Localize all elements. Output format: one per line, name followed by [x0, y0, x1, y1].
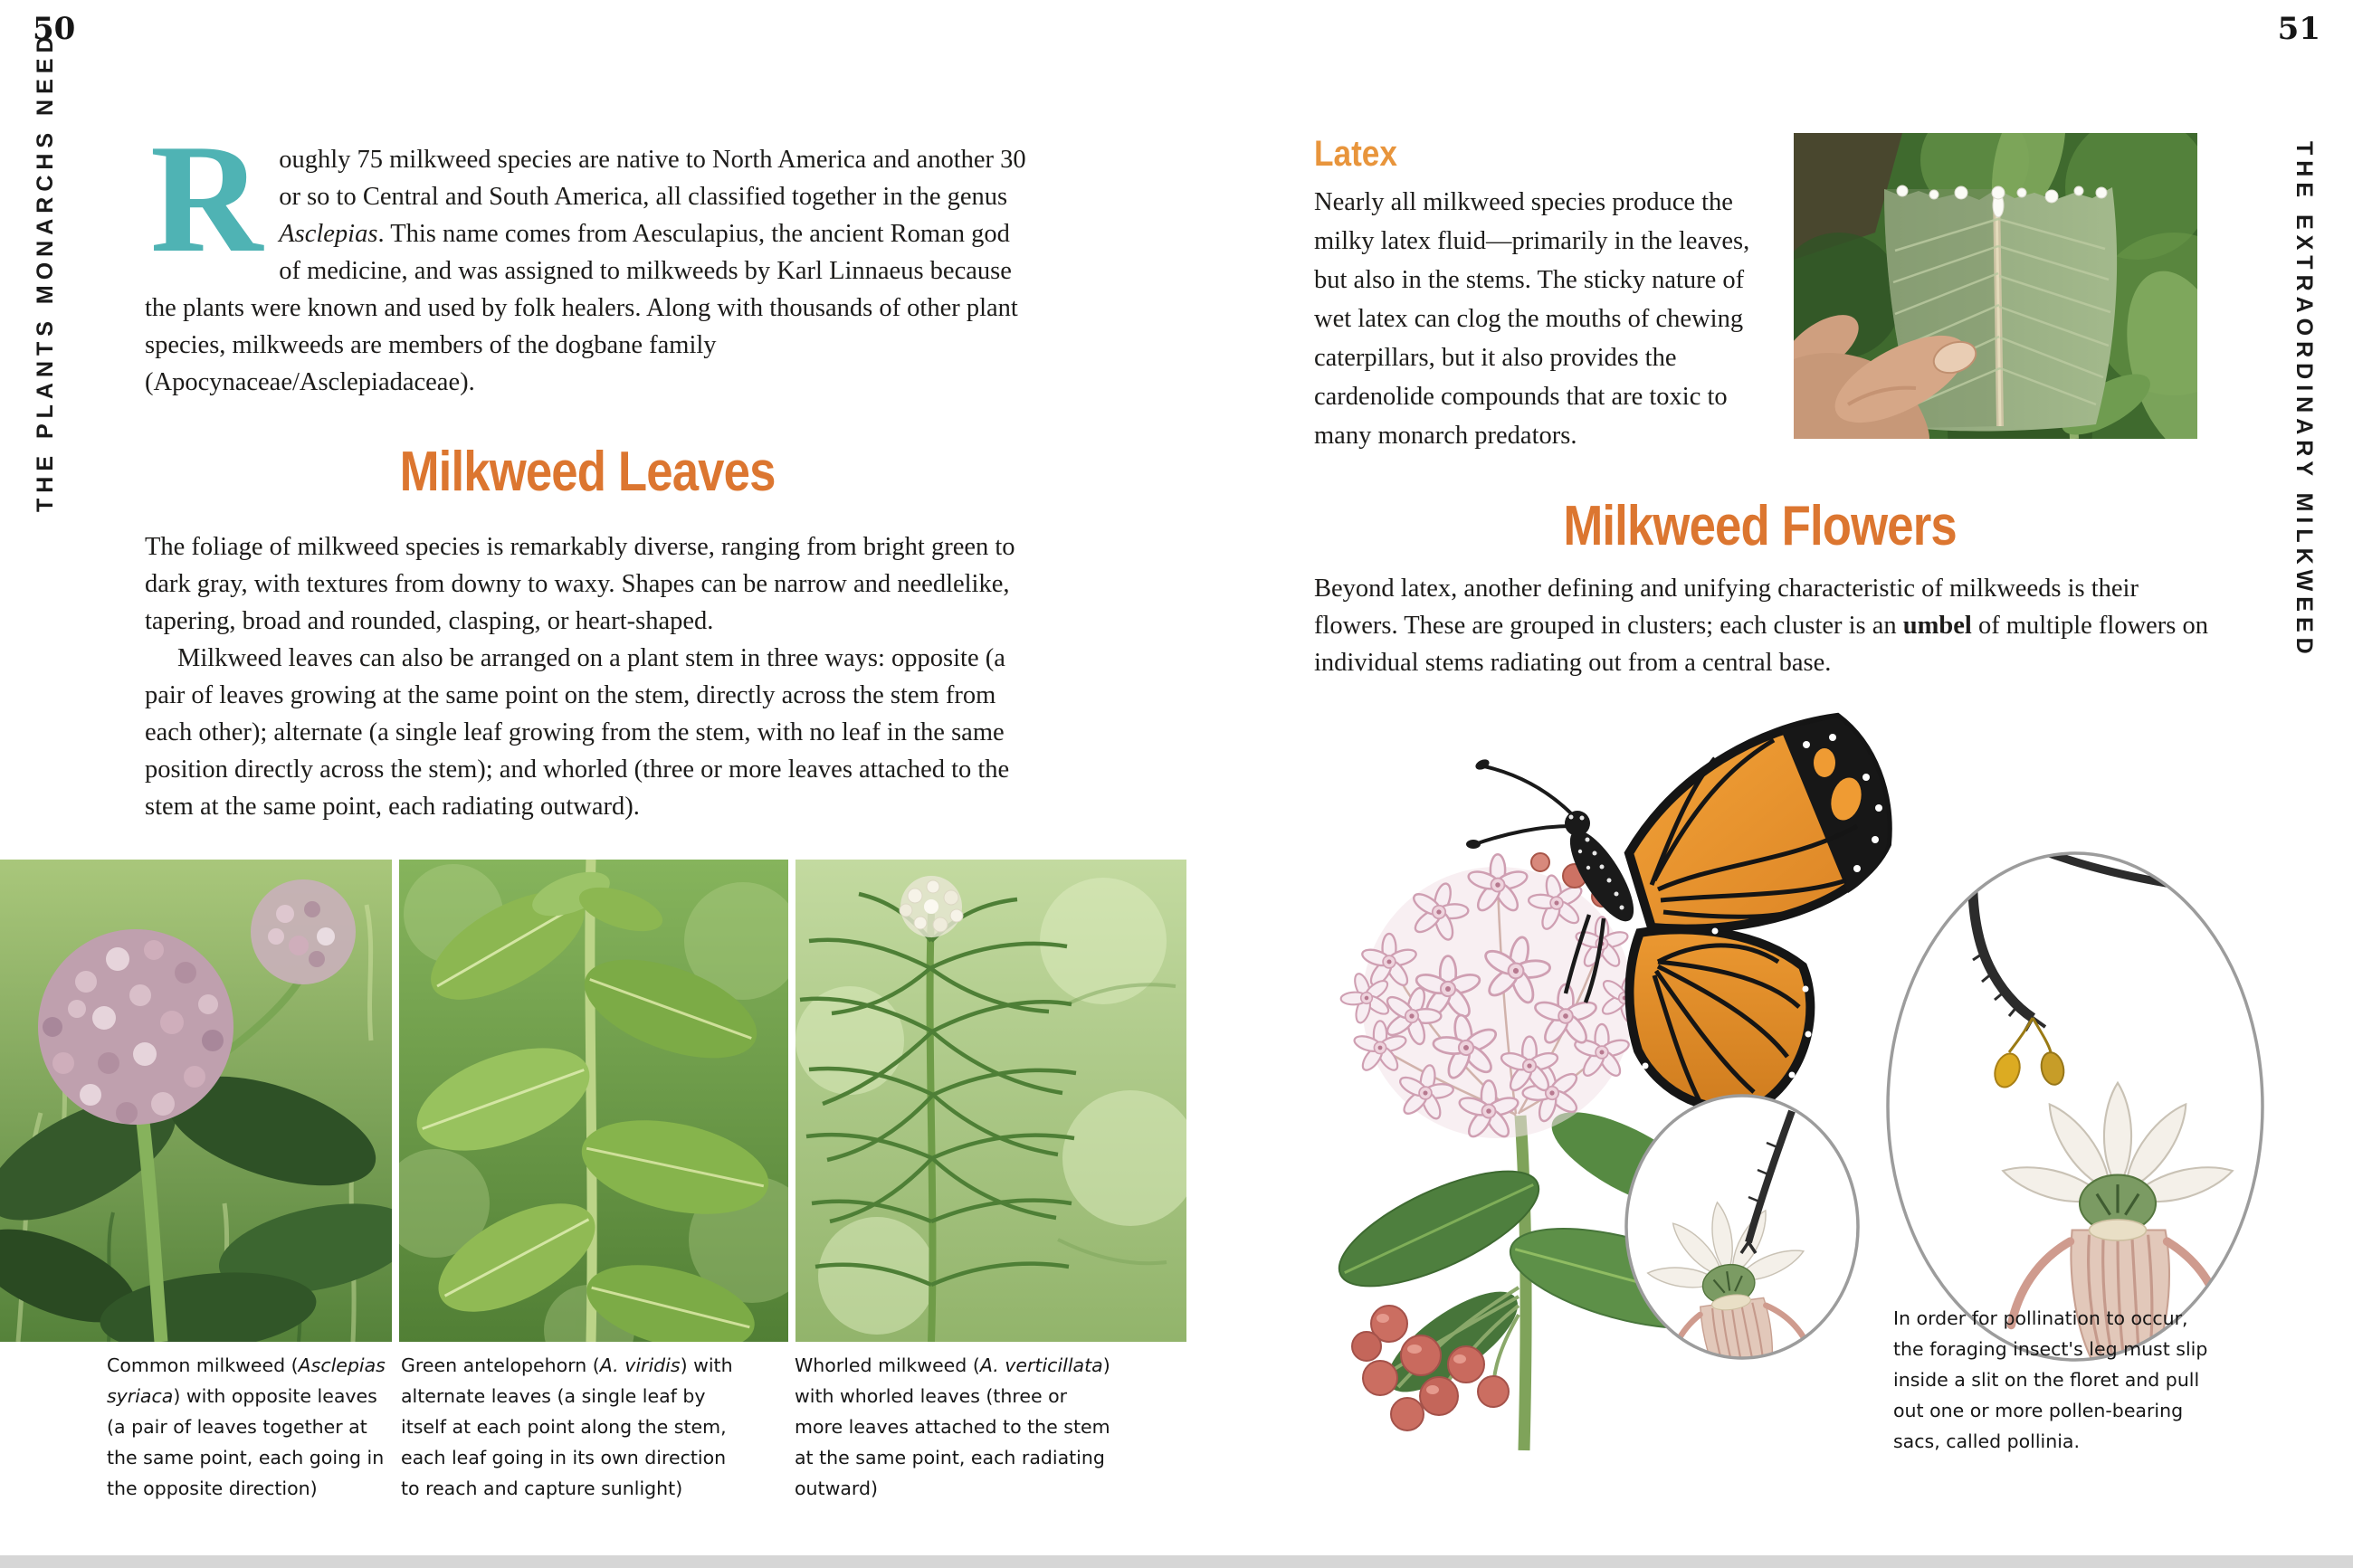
stem — [590, 860, 592, 1342]
leaves-paragraph-1: The foliage of milkweed species is remarkably diverse, ranging from bright green to dark gray, with textures from downy to waxy. Shapes can be narrow and needlelike, tapering, broad and rounded, clasping, or heart-shaped. — [145, 533, 1015, 635]
pollination-caption: In order for pollination to occur, the foraging insect's leg must slip inside a slit on the floret and pull out one or more pollen-bearing sacs, called pollinia. — [1893, 1307, 2208, 1452]
caption-green-antelopehorn: Green antelopehorn (A. viridis) with alternate leaves (a single leaf by itself at each point along the stem, each leaf going in its own direction to reach and capture sunlight) — [401, 1354, 733, 1499]
umbel-bold: umbel — [1902, 612, 1972, 640]
hindwing — [1629, 929, 1810, 1108]
page-number-left: 50 — [33, 11, 76, 47]
latex-heading: Latex — [1314, 134, 1397, 174]
leaf-arrangement-photos — [0, 860, 1187, 1342]
latex-paragraph: Nearly all milkweed species produce the milky latex fluid—primarily in the leaves, but also in the stems. The sticky nature of wet latex can clog the mouths of chewing caterpillars, but it also provides the cardenolide compounds that are toxic to many monarch predators. — [1314, 188, 1750, 450]
caption-2-species: A. viridis — [599, 1354, 681, 1376]
intro-block — [145, 113, 1030, 401]
leaves-body — [145, 528, 1030, 825]
head — [1565, 811, 1590, 836]
flowers-paragraph: Beyond latex, another defining and unifying characteristic of milkweeds is their flowers. These are grouped in clusters; each cluster is an umbel of multiple flowers on individual stems radiating out from a central base. — [1314, 575, 2209, 677]
intro-paragraph — [145, 113, 1030, 401]
sidebar-left-label: THE PLANTS MONARCHS NEED — [33, 31, 58, 512]
butterfly-thorax — [1904, 745, 2045, 852]
antenna — [1484, 766, 1573, 815]
photo-green-antelopehorn — [399, 860, 788, 1342]
stem — [930, 914, 933, 1342]
intro-text-2: . This name comes from Aesculapius, the ancient Roman god of medicine, and was assigned to milkweeds by Karl Linnaeus because the plants were known and used by folk healers. Along with thousands of other plant species, milkweeds are members of the dogbane family (Apocynaceae/Asclepiadaceae). — [145, 220, 1018, 396]
caption-1-text: Common milkweed ( — [107, 1354, 299, 1376]
photo-common-milkweed — [0, 860, 392, 1342]
red-bud-cluster — [1352, 1288, 1519, 1430]
intro-genus-italic: Asclepias — [279, 220, 378, 248]
floret-inset-small — [1626, 1092, 1858, 1401]
pollinia-inset-large — [1888, 731, 2262, 1360]
caption-3-species: A. verticillata — [979, 1354, 1103, 1376]
page-number-right: 51 — [2277, 11, 2320, 47]
caption-common-milkweed: Common milkweed (Asclepias syriaca) with opposite leaves (a pair of leaves together at the same point, each going in the opposite direction) — [107, 1354, 386, 1499]
dropcap-r: R — [150, 113, 263, 285]
caption-3-text: Whorled milkweed ( — [795, 1354, 980, 1376]
caption-whorled-milkweed: Whorled milkweed (A. verticillata) with whorled leaves (three or more leaves attached to the stem at the same point, each radiating outward) — [795, 1354, 1110, 1499]
photo-latex-leaf — [1794, 133, 2197, 439]
main-flower-ball — [38, 929, 233, 1125]
flowers-body — [1314, 570, 2210, 681]
latex-body — [1314, 183, 1780, 455]
sidebar-right-label: THE EXTRAORDINARY MILKWEED — [2291, 141, 2317, 660]
photo-whorled-milkweed — [795, 860, 1186, 1342]
leaves-paragraph-2: Milkweed leaves can also be arranged on a plant stem in three ways: opposite (a pair of leaves growing at the same point on the stem, directly across the stem from each other); alternate (a single leaf growing from the stem, with no leaf in the same position directly across the stem); and whorled (three or more leaves attached to the stem at the same point, each radiating outward). — [145, 644, 1010, 821]
stem — [1520, 1116, 1526, 1450]
secondary-flower-cluster — [251, 879, 356, 984]
page-bottom-edge — [0, 1555, 2353, 1568]
intro-text-1: oughly 75 milkweed species are native to North America and another 30 or so to Central and South America, all classified together in the genus — [279, 146, 1026, 211]
milkweed-flowers-heading: Milkweed Flowers — [1563, 495, 1957, 557]
butterfly-wing — [2023, 740, 2261, 858]
caption-2-text: Green antelopehorn ( — [401, 1354, 600, 1376]
milkweed-leaves-heading: Milkweed Leaves — [399, 441, 776, 503]
caption-1-species: Asclepias syriaca — [107, 1354, 386, 1407]
antenna — [1475, 826, 1571, 844]
